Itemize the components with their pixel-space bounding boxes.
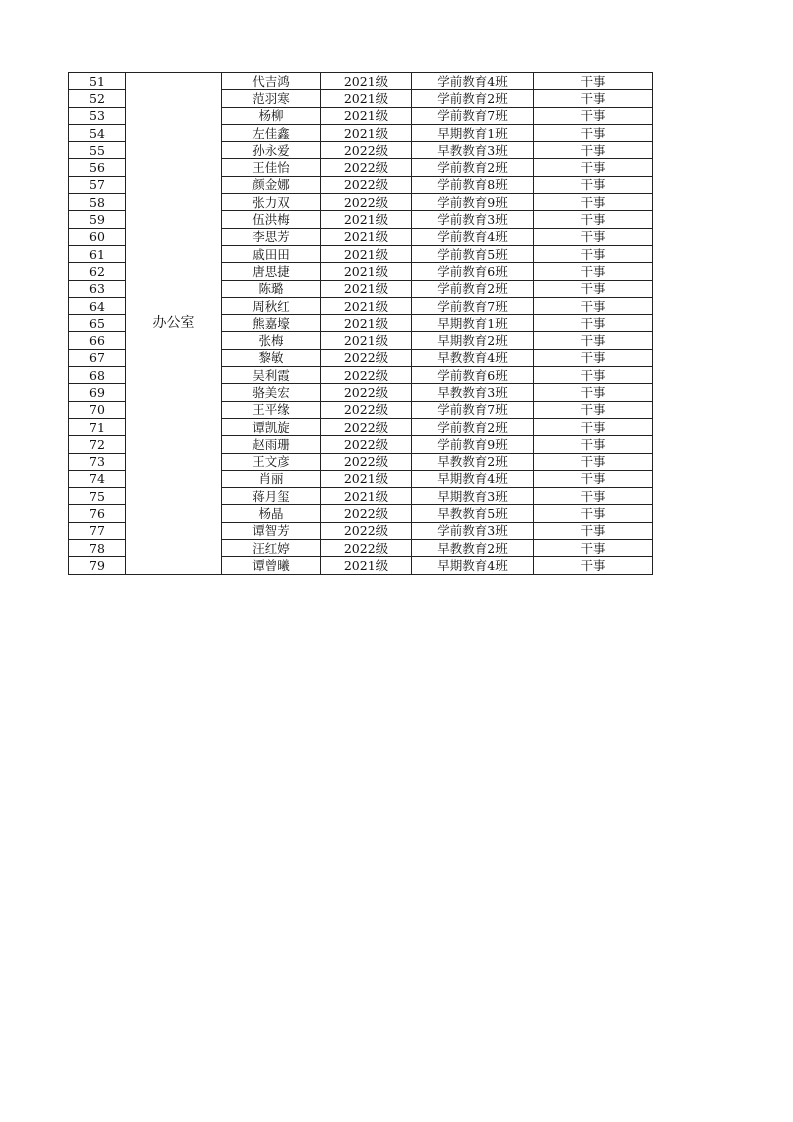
name-cell: 左佳鑫: [222, 124, 321, 141]
role-cell: 干事: [534, 349, 653, 366]
role-cell: 干事: [534, 453, 653, 470]
grade-cell: 2021级: [321, 124, 412, 141]
member-table: [68, 72, 653, 575]
name-cell: 戚田田: [222, 245, 321, 262]
grade-cell: 2022级: [321, 367, 412, 384]
grade-cell: 2021级: [321, 263, 412, 280]
grade-cell: 2021级: [321, 470, 412, 487]
class-cell: 学前教育2班: [412, 159, 534, 176]
class-cell: 早期教育1班: [412, 315, 534, 332]
role-cell: 干事: [534, 245, 653, 262]
name-cell: 王文彦: [222, 453, 321, 470]
department-cell: 办公室: [126, 73, 222, 575]
row-number-cell: 75: [69, 488, 126, 505]
grade-cell: 2022级: [321, 418, 412, 435]
row-number-cell: 62: [69, 263, 126, 280]
name-cell: 张梅: [222, 332, 321, 349]
row-number-cell: 67: [69, 349, 126, 366]
role-cell: 干事: [534, 418, 653, 435]
role-cell: 干事: [534, 384, 653, 401]
row-number-cell: 52: [69, 90, 126, 107]
name-cell: 蒋月玺: [222, 488, 321, 505]
class-cell: 学前教育6班: [412, 263, 534, 280]
class-cell: 早教教育2班: [412, 540, 534, 557]
row-number-cell: 76: [69, 505, 126, 522]
row-number-cell: 59: [69, 211, 126, 228]
grade-cell: 2021级: [321, 245, 412, 262]
row-number-cell: 71: [69, 418, 126, 435]
grade-cell: 2022级: [321, 540, 412, 557]
grade-cell: 2022级: [321, 349, 412, 366]
class-cell: 学前教育3班: [412, 211, 534, 228]
class-cell: 早期教育3班: [412, 488, 534, 505]
role-cell: 干事: [534, 367, 653, 384]
grade-cell: 2022级: [321, 453, 412, 470]
grade-cell: 2022级: [321, 176, 412, 193]
name-cell: 杨柳: [222, 107, 321, 124]
name-cell: 颜金娜: [222, 176, 321, 193]
class-cell: 学前教育2班: [412, 90, 534, 107]
role-cell: 干事: [534, 176, 653, 193]
row-number-cell: 65: [69, 315, 126, 332]
grade-cell: 2022级: [321, 159, 412, 176]
role-cell: 干事: [534, 315, 653, 332]
grade-cell: 2021级: [321, 90, 412, 107]
class-cell: 早教教育2班: [412, 453, 534, 470]
grade-cell: 2021级: [321, 280, 412, 297]
row-number-cell: 69: [69, 384, 126, 401]
row-number-cell: 60: [69, 228, 126, 245]
row-number-cell: 72: [69, 436, 126, 453]
grade-cell: 2021级: [321, 297, 412, 314]
name-cell: 谭曾曦: [222, 557, 321, 574]
role-cell: 干事: [534, 505, 653, 522]
role-cell: 干事: [534, 90, 653, 107]
role-cell: 干事: [534, 522, 653, 539]
grade-cell: 2021级: [321, 315, 412, 332]
role-cell: 干事: [534, 142, 653, 159]
role-cell: 干事: [534, 228, 653, 245]
grade-cell: 2022级: [321, 522, 412, 539]
row-number-cell: 77: [69, 522, 126, 539]
grade-cell: 2022级: [321, 505, 412, 522]
row-number-cell: 74: [69, 470, 126, 487]
class-cell: 学前教育8班: [412, 176, 534, 193]
row-number-cell: 66: [69, 332, 126, 349]
role-cell: 干事: [534, 470, 653, 487]
name-cell: 李思芳: [222, 228, 321, 245]
class-cell: 学前教育7班: [412, 297, 534, 314]
table-row: [69, 73, 653, 90]
role-cell: 干事: [534, 194, 653, 211]
class-cell: 学前教育4班: [412, 73, 534, 90]
grade-cell: 2022级: [321, 436, 412, 453]
class-cell: 学前教育2班: [412, 418, 534, 435]
role-cell: 干事: [534, 211, 653, 228]
name-cell: 赵雨珊: [222, 436, 321, 453]
row-number-cell: 79: [69, 557, 126, 574]
row-number-cell: 53: [69, 107, 126, 124]
row-number-cell: 54: [69, 124, 126, 141]
grade-cell: 2021级: [321, 73, 412, 90]
grade-cell: 2022级: [321, 401, 412, 418]
role-cell: 干事: [534, 297, 653, 314]
class-cell: 学前教育3班: [412, 522, 534, 539]
name-cell: 陈璐: [222, 280, 321, 297]
row-number-cell: 58: [69, 194, 126, 211]
name-cell: 伍洪梅: [222, 211, 321, 228]
class-cell: 早教教育5班: [412, 505, 534, 522]
role-cell: 干事: [534, 159, 653, 176]
class-cell: 早期教育4班: [412, 470, 534, 487]
grade-cell: 2021级: [321, 332, 412, 349]
class-cell: 学前教育4班: [412, 228, 534, 245]
name-cell: 谭凯旋: [222, 418, 321, 435]
row-number-cell: 63: [69, 280, 126, 297]
grade-cell: 2021级: [321, 228, 412, 245]
name-cell: 杨晶: [222, 505, 321, 522]
name-cell: 吴利霞: [222, 367, 321, 384]
row-number-cell: 56: [69, 159, 126, 176]
row-number-cell: 78: [69, 540, 126, 557]
role-cell: 干事: [534, 332, 653, 349]
name-cell: 代吉鸿: [222, 73, 321, 90]
role-cell: 干事: [534, 263, 653, 280]
class-cell: 早期教育1班: [412, 124, 534, 141]
role-cell: 干事: [534, 540, 653, 557]
row-number-cell: 57: [69, 176, 126, 193]
name-cell: 范羽寒: [222, 90, 321, 107]
role-cell: 干事: [534, 124, 653, 141]
name-cell: 骆美宏: [222, 384, 321, 401]
name-cell: 周秋红: [222, 297, 321, 314]
grade-cell: 2022级: [321, 142, 412, 159]
name-cell: 谭智芳: [222, 522, 321, 539]
class-cell: 早教教育4班: [412, 349, 534, 366]
grade-cell: 2021级: [321, 488, 412, 505]
row-number-cell: 55: [69, 142, 126, 159]
class-cell: 学前教育9班: [412, 194, 534, 211]
class-cell: 学前教育6班: [412, 367, 534, 384]
class-cell: 早教教育3班: [412, 142, 534, 159]
row-number-cell: 61: [69, 245, 126, 262]
row-number-cell: 73: [69, 453, 126, 470]
member-table-body: [69, 73, 653, 575]
role-cell: 干事: [534, 401, 653, 418]
grade-cell: 2022级: [321, 384, 412, 401]
row-number-cell: 51: [69, 73, 126, 90]
grade-cell: 2021级: [321, 557, 412, 574]
name-cell: 唐思捷: [222, 263, 321, 280]
name-cell: 熊嘉壕: [222, 315, 321, 332]
class-cell: 早教教育3班: [412, 384, 534, 401]
name-cell: 肖丽: [222, 470, 321, 487]
grade-cell: 2021级: [321, 107, 412, 124]
name-cell: 王佳怡: [222, 159, 321, 176]
name-cell: 孙永爱: [222, 142, 321, 159]
role-cell: 干事: [534, 488, 653, 505]
name-cell: 张力双: [222, 194, 321, 211]
class-cell: 早期教育2班: [412, 332, 534, 349]
name-cell: 黎敏: [222, 349, 321, 366]
class-cell: 学前教育5班: [412, 245, 534, 262]
role-cell: 干事: [534, 280, 653, 297]
grade-cell: 2022级: [321, 194, 412, 211]
row-number-cell: 70: [69, 401, 126, 418]
class-cell: 早期教育4班: [412, 557, 534, 574]
role-cell: 干事: [534, 73, 653, 90]
row-number-cell: 64: [69, 297, 126, 314]
class-cell: 学前教育9班: [412, 436, 534, 453]
role-cell: 干事: [534, 436, 653, 453]
name-cell: 汪红婷: [222, 540, 321, 557]
role-cell: 干事: [534, 107, 653, 124]
class-cell: 学前教育7班: [412, 401, 534, 418]
role-cell: 干事: [534, 557, 653, 574]
row-number-cell: 68: [69, 367, 126, 384]
class-cell: 学前教育2班: [412, 280, 534, 297]
class-cell: 学前教育7班: [412, 107, 534, 124]
grade-cell: 2021级: [321, 211, 412, 228]
name-cell: 王平缘: [222, 401, 321, 418]
